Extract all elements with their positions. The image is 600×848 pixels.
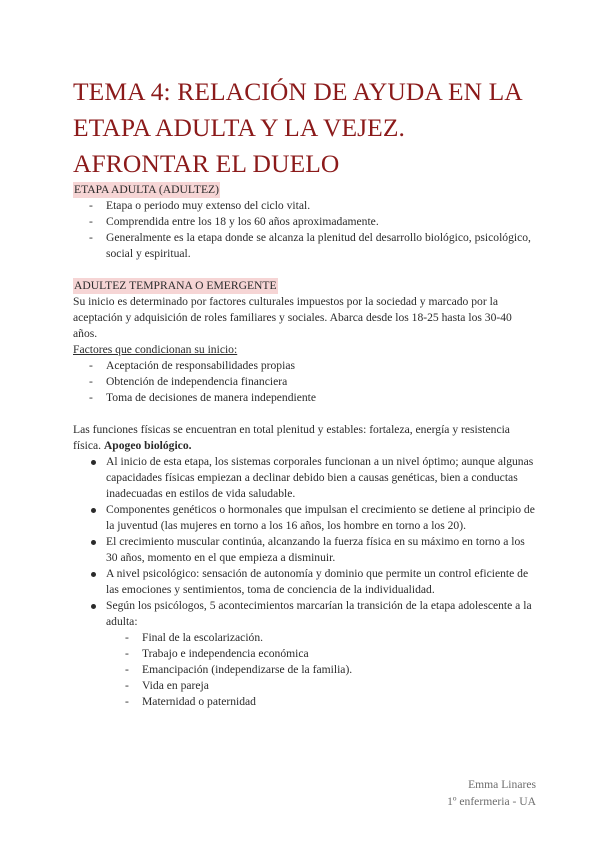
document-title: TEMA 4: RELACIÓN DE AYUDA EN LA ETAPA ADULTA Y LA VEJEZ. AFRONTAR EL DUELO xyxy=(73,77,522,178)
section-etapa-adulta xyxy=(73,182,535,198)
factors-label: Factores que condicionan su inicio: xyxy=(73,343,238,356)
list-item: - Obtención de independencia financiera xyxy=(89,374,535,390)
list-item-text: Según los psicólogos, 5 acontecimientos marcarían la transición de la etapa adolescente a la adulta: xyxy=(106,599,532,628)
list-item: - Etapa o periodo muy extenso del ciclo vital. xyxy=(89,198,535,214)
section-adultez-temprana xyxy=(73,278,535,294)
footer-author: Emma Linares xyxy=(468,778,536,791)
list-item: - Comprendida entre los 18 y los 60 años aproximadamente. xyxy=(89,214,535,230)
list-item: - Emancipación (independizarse de la familia). xyxy=(125,662,535,678)
funciones-fisicas-list xyxy=(73,454,535,710)
footer-course: 1º enfermeria - UA xyxy=(447,795,536,808)
list-item: El crecimiento muscular continúa, alcanzando la fuerza física en su máximo en torno a los 30 años, momento en el que empieza a disminuir. xyxy=(89,534,535,566)
section-heading-etapa-adulta: ETAPA ADULTA (ADULTEZ) xyxy=(74,183,220,196)
spacer xyxy=(73,262,535,278)
list-item: - Vida en pareja xyxy=(125,678,535,694)
adultez-temprana-paragraph: Su inicio es determinado por factores culturales impuestos por la sociedad y marcado por la aceptación y adquisición de roles familiares y sociales. Abarca desde los 18-25 hasta los 30-40 años. xyxy=(73,295,512,340)
list-item: A nivel psicológico: sensación de autonomía y dominio que permite un control eficiente de las emociones y sentimientos, toma de conciencia de la individualidad. xyxy=(89,566,535,598)
list-item xyxy=(89,598,535,710)
list-item: - Generalmente es la etapa donde se alcanza la plenitud del desarrollo biológico, psicológico, social y espiritual. xyxy=(89,230,535,262)
transition-events-list xyxy=(106,630,535,710)
list-item: Al inicio de esta etapa, los sistemas corporales funcionan a un nivel óptimo; aunque algunas capacidades físicas empiezan a declinar debido bien a causas genéticas, bien a conductas inadecuadas en estilos de vida saludable. xyxy=(89,454,535,502)
funciones-fisicas-paragraph xyxy=(73,422,535,454)
etapa-adulta-list xyxy=(73,198,535,262)
spacer xyxy=(73,406,535,422)
document-content xyxy=(73,182,535,710)
apogeo-biologico-text: Apogeo biológico. xyxy=(103,439,192,452)
page-footer xyxy=(447,776,536,810)
list-item: - Toma de decisiones de manera independiente xyxy=(89,390,535,406)
list-item: - Maternidad o paternidad xyxy=(125,694,535,710)
factors-list xyxy=(73,358,535,406)
list-item: Componentes genéticos o hormonales que impulsan el crecimiento se detiene al principio de la juventud (las mujeres en torno a los 16 años, los hombre en torno a los 20). xyxy=(89,502,535,534)
funciones-fisicas-text: Las funciones físicas se encuentran en total plenitud y estables: fortaleza, energía y resistencia física. xyxy=(73,423,510,452)
section-heading-adultez-temprana: ADULTEZ TEMPRANA O EMERGENTE xyxy=(74,279,277,292)
list-item: - Aceptación de responsabilidades propias xyxy=(89,358,535,374)
list-item: - Final de la escolarización. xyxy=(125,630,535,646)
list-item: - Trabajo e independencia económica xyxy=(125,646,535,662)
